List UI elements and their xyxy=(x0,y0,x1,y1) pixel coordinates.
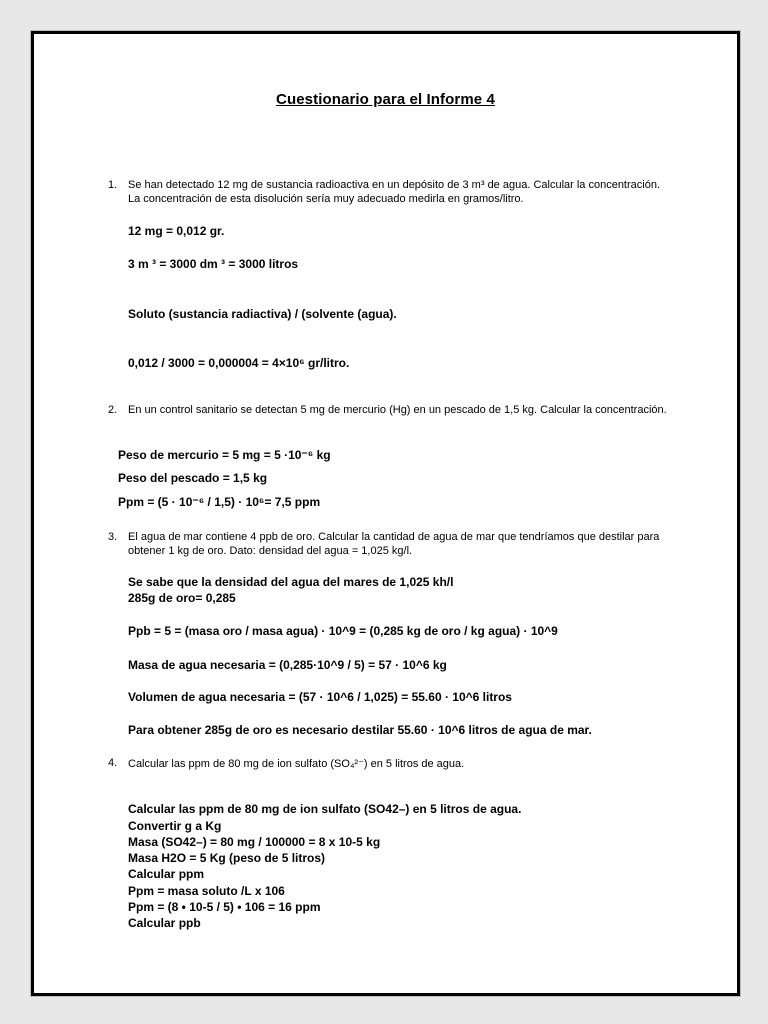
answer-3-line-1: Se sabe que la densidad del agua del mares de 1,025 kh/l xyxy=(128,575,454,589)
document-title: Cuestionario para el Informe 4 xyxy=(276,91,495,108)
question-4-number: 4. xyxy=(108,757,118,769)
question-3-line-2: obtener 1 kg de oro. Dato: densidad del agua = 1,025 kg/l. xyxy=(128,545,413,557)
question-1-line-2: La concentración de esta disolución sería muy adecuado medirla en gramos/litro. xyxy=(128,193,524,205)
question-4-line-1: Calcular las ppm de 80 mg de ion sulfato (SO₄²⁻) en 5 litros de agua. xyxy=(128,758,465,770)
answer-1-line-1: 12 mg = 0,012 gr. xyxy=(128,224,225,238)
answer-4-line-1: Calcular las ppm de 80 mg de ion sulfato (SO42–) en 5 litros de agua. xyxy=(128,802,522,816)
answer-3-line-5: Volumen de agua necesaria = (57 · 10^6 / 1,025) = 55.60 · 10^6 litros xyxy=(128,690,512,704)
answer-3-line-2: 285g de oro= 0,285 xyxy=(128,591,236,605)
question-3-number: 3. xyxy=(108,531,118,543)
answer-4-line-7: Ppm = (8 • 10-5 / 5) • 106 = 16 ppm xyxy=(128,900,321,914)
document-page xyxy=(31,31,740,996)
answer-4-line-8: Calcular ppb xyxy=(128,916,201,930)
answer-4-line-5: Calcular ppm xyxy=(128,867,205,881)
answer-1-line-2: 3 m ³ = 3000 dm ³ = 3000 litros xyxy=(128,257,299,271)
answer-4-line-3: Masa (SO42–) = 80 mg / 100000 = 8 x 10-5 kg xyxy=(128,835,381,849)
question-2-number: 2. xyxy=(108,404,118,416)
answer-3-line-4: Masa de agua necesaria = (0,285·10^9 / 5) = 57 · 10^6 kg xyxy=(128,658,447,672)
answer-2-line-2: Peso del pescado = 1,5 kg xyxy=(118,471,268,485)
answer-1-line-3: Soluto (sustancia radiactiva) / (solvente (agua). xyxy=(128,307,397,321)
question-1-line-1: Se han detectado 12 mg de sustancia radioactiva en un depósito de 3 m³ de agua. Calcular la concentración. xyxy=(128,179,661,191)
answer-2-line-1: Peso de mercurio = 5 mg = 5 ·10⁻⁶ kg xyxy=(118,448,331,462)
answer-1-line-4: 0,012 / 3000 = 0,000004 = 4×10⁶ gr/litro. xyxy=(128,356,350,370)
question-3-line-1: El agua de mar contiene 4 ppb de oro. Calcular la cantidad de agua de mar que tendríamos que destilar para xyxy=(128,531,660,543)
answer-4-line-2: Convertir g a Kg xyxy=(128,819,222,833)
answer-4-line-6: Ppm = masa soluto /L x 106 xyxy=(128,884,285,898)
answer-3-line-6: Para obtener 285g de oro es necesario destilar 55.60 · 10^6 litros de agua de mar. xyxy=(128,723,592,737)
answer-2-line-3: Ppm = (5 · 10⁻⁶ / 1,5) · 10⁶= 7,5 ppm xyxy=(118,495,321,509)
question-1-number: 1. xyxy=(108,179,118,191)
answer-4-line-4: Masa H2O = 5 Kg (peso de 5 litros) xyxy=(128,851,326,865)
answer-3-line-3: Ppb = 5 = (masa oro / masa agua) · 10^9 = (0,285 kg de oro / kg agua) · 10^9 xyxy=(128,624,558,638)
question-2-line-1: En un control sanitario se detectan 5 mg de mercurio (Hg) en un pescado de 1,5 kg. Calcular la concentración. xyxy=(128,404,667,416)
